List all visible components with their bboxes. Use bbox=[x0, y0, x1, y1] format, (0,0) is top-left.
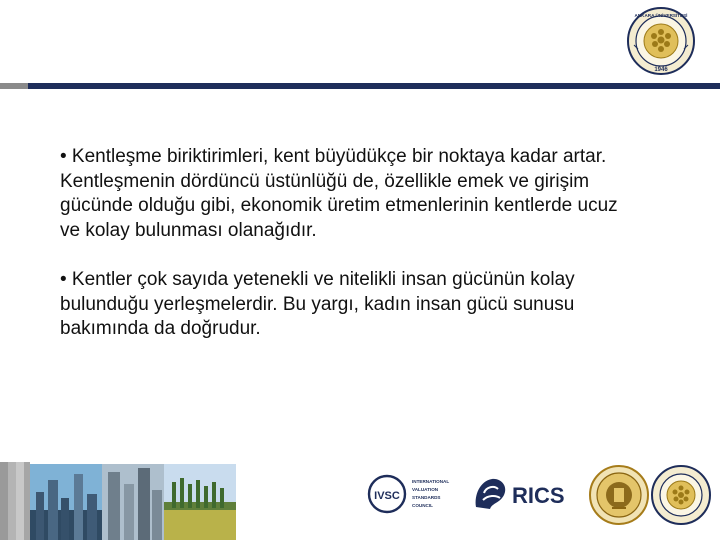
bullet-paragraph-1: • Kentleşme biriktirimleri, kent büyüdükçe bir noktaya kadar artar. Kentleşmenin dördüncü üstünlüğü de, özellikle emek ve girişim gücünde olduğu gibi, ekonomik üretim etmenlerinin kentlerde ucuz ve kolay bulunması olanağıdır. bbox=[60, 146, 618, 241]
ivsc-line-1: INTERNATIONAL bbox=[412, 479, 450, 484]
rics-logo bbox=[470, 473, 580, 515]
logo-text: ANKARA ÜNİVERSİTESİ bbox=[634, 13, 688, 18]
bullet-paragraph-2: • Kentler çok sayıda yetenekli ve nitelikli insan gücünün kolay bulunduğu yerleşmelerdir. Bu yargı, kadın insan gücü sunusu bakımında da doğrudur. bbox=[60, 269, 575, 339]
ankara-universitesi-seal-icon bbox=[650, 464, 712, 526]
city-towers-photo bbox=[102, 464, 164, 540]
slide-body bbox=[60, 145, 625, 367]
header-divider bbox=[0, 83, 720, 89]
ivsc-line-3: STANDARDS bbox=[412, 495, 441, 500]
university-seal-icon bbox=[588, 464, 650, 526]
ivsc-line-4: COUNCIL bbox=[412, 503, 433, 508]
university-logo bbox=[626, 5, 696, 77]
footer-grey-strip bbox=[0, 462, 30, 540]
ivsc-mark: IVSC bbox=[374, 490, 400, 502]
rics-logo-icon bbox=[476, 479, 506, 509]
ivsc-line-2: VALUATION bbox=[412, 487, 439, 492]
city-skyline-photo bbox=[30, 464, 102, 540]
rics-text: RICS bbox=[512, 483, 565, 508]
ivsc-logo bbox=[366, 473, 462, 515]
logo-year: 1946 bbox=[654, 67, 668, 73]
header-divider-grey bbox=[0, 83, 28, 89]
rural-field-photo bbox=[164, 464, 236, 540]
header-divider-navy bbox=[28, 83, 720, 89]
